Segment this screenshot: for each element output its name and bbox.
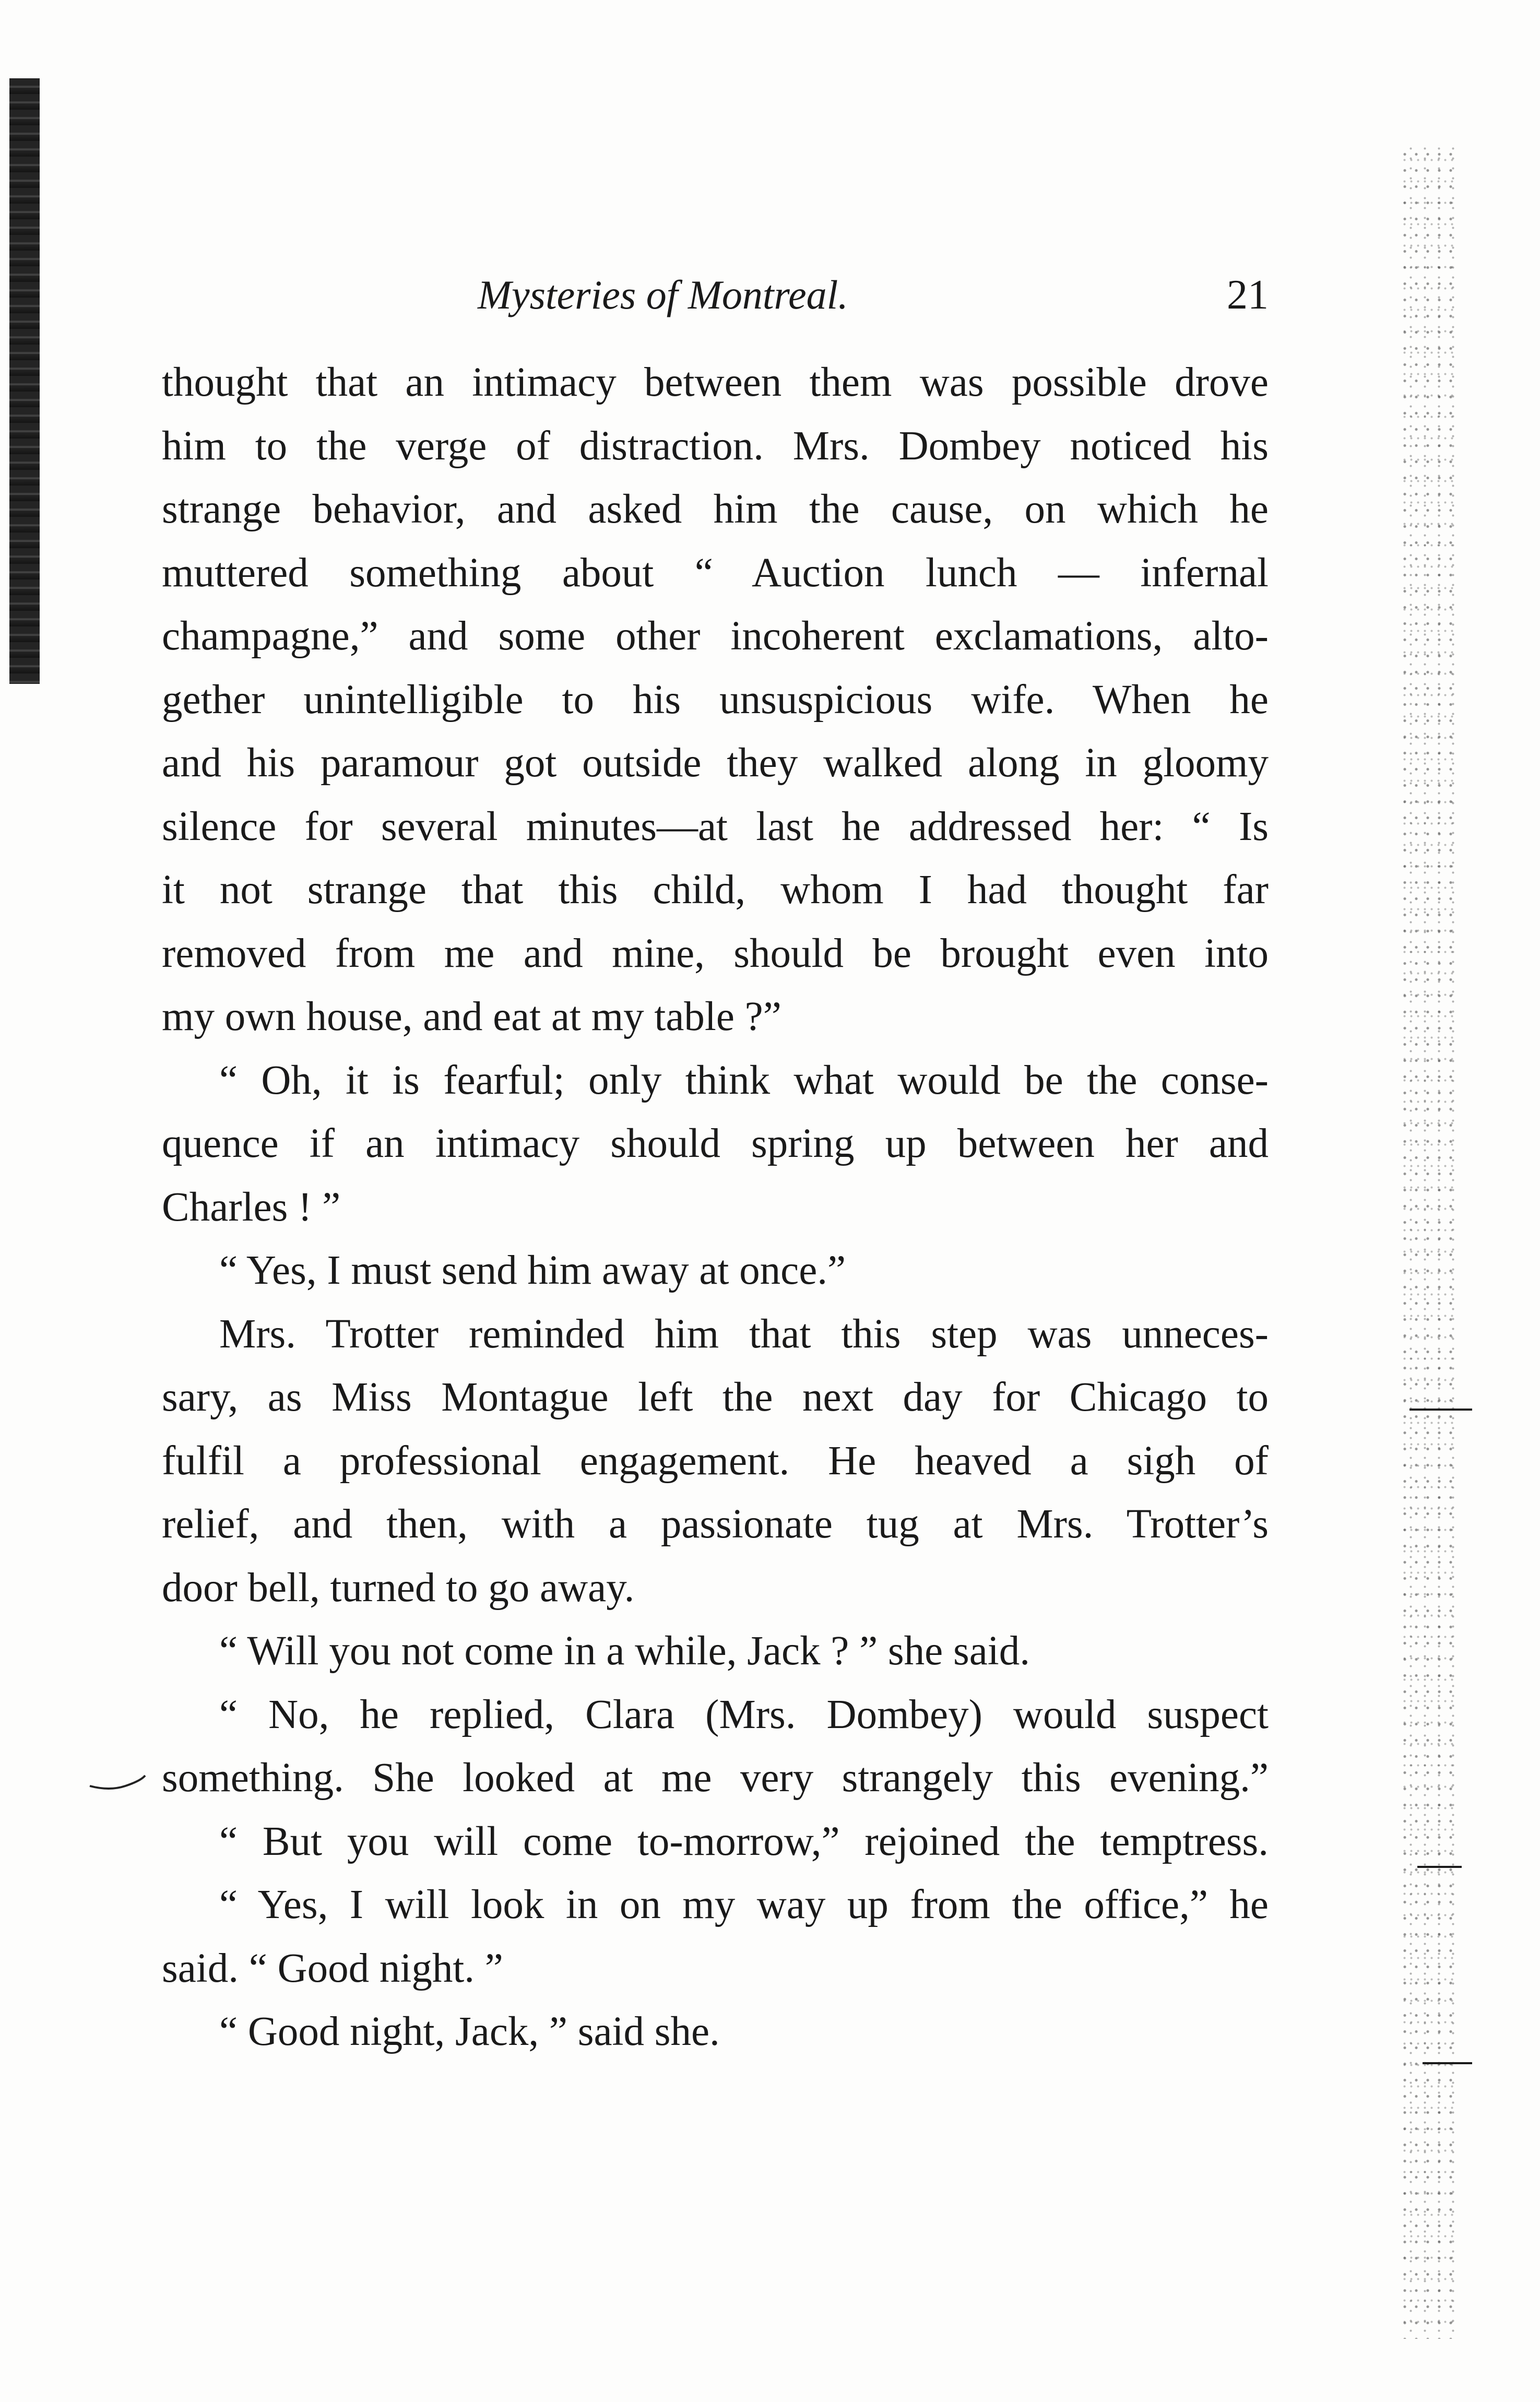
margin-tick bbox=[1423, 2062, 1472, 2064]
text-line: him to the verge of distraction. Mrs. Dombey noticed his bbox=[162, 423, 1269, 469]
text-line: quence if an intimacy should spring up between her and bbox=[162, 1121, 1269, 1166]
text-line: thought that an intimacy between them was possible drove bbox=[162, 360, 1269, 405]
margin-tick bbox=[1417, 1866, 1462, 1868]
text-line: muttered something about “ Auction lunch — infernal bbox=[162, 550, 1269, 596]
text-line: “ But you will come to-morrow,” rejoined the temptress. bbox=[219, 1818, 1269, 1864]
text-line: “ Oh, it is fearful; only think what would be the conse- bbox=[219, 1057, 1269, 1103]
text-line: champagne,” and some other incoherent exclamations, alto- bbox=[162, 613, 1269, 659]
text-line: “ Will you not come in a while, Jack ? ” she said. bbox=[219, 1628, 1030, 1674]
text-line: “ Good night, Jack, ” said she. bbox=[219, 2009, 720, 2054]
text-line: fulfil a professional engagement. He heaved a sigh of bbox=[162, 1438, 1269, 1484]
text-line: removed from me and mine, should be brought even into bbox=[162, 930, 1269, 976]
text-line: said. “ Good night. ” bbox=[162, 1945, 503, 1991]
text-line: it not strange that this child, whom I had thought far bbox=[162, 867, 1269, 913]
text-line: and his paramour got outside they walked along in gloomy bbox=[162, 740, 1269, 786]
text-line: door bell, turned to go away. bbox=[162, 1565, 635, 1611]
margin-speckle bbox=[1399, 146, 1456, 2339]
body-text bbox=[162, 351, 1269, 2064]
text-line: relief, and then, with a passionate tug at Mrs. Trotter’s bbox=[162, 1501, 1269, 1547]
text-line: sary, as Miss Montague left the next day for Chicago to bbox=[162, 1375, 1269, 1420]
text-line: “ Yes, I must send him away at once.” bbox=[219, 1248, 846, 1293]
text-line: gether unintelligible to his unsuspicious wife. When he bbox=[162, 677, 1269, 723]
margin-tick bbox=[1409, 1409, 1472, 1411]
page-number: 21 bbox=[1227, 272, 1269, 318]
text-line: Mrs. Trotter reminded him that this step was unneces- bbox=[219, 1311, 1269, 1357]
pencil-mark bbox=[89, 1772, 146, 1793]
text-line: “ No, he replied, Clara (Mrs. Dombey) would suspect bbox=[219, 1691, 1269, 1737]
text-line: “ Yes, I will look in on my way up from the office,” he bbox=[219, 1882, 1269, 1927]
text-line: strange behavior, and asked him the cause, on which he bbox=[162, 487, 1269, 532]
text-line: something. She looked at me very strangely this evening.” bbox=[162, 1755, 1269, 1801]
binding-edge bbox=[9, 78, 40, 684]
text-line: silence for several minutes—at last he addressed her: “ Is bbox=[162, 803, 1269, 849]
running-head bbox=[157, 266, 1269, 324]
text-line: my own house, and eat at my table ?” bbox=[162, 994, 781, 1039]
text-line: Charles ! ” bbox=[162, 1184, 341, 1230]
running-title: Mysteries of Montreal. bbox=[478, 272, 848, 317]
